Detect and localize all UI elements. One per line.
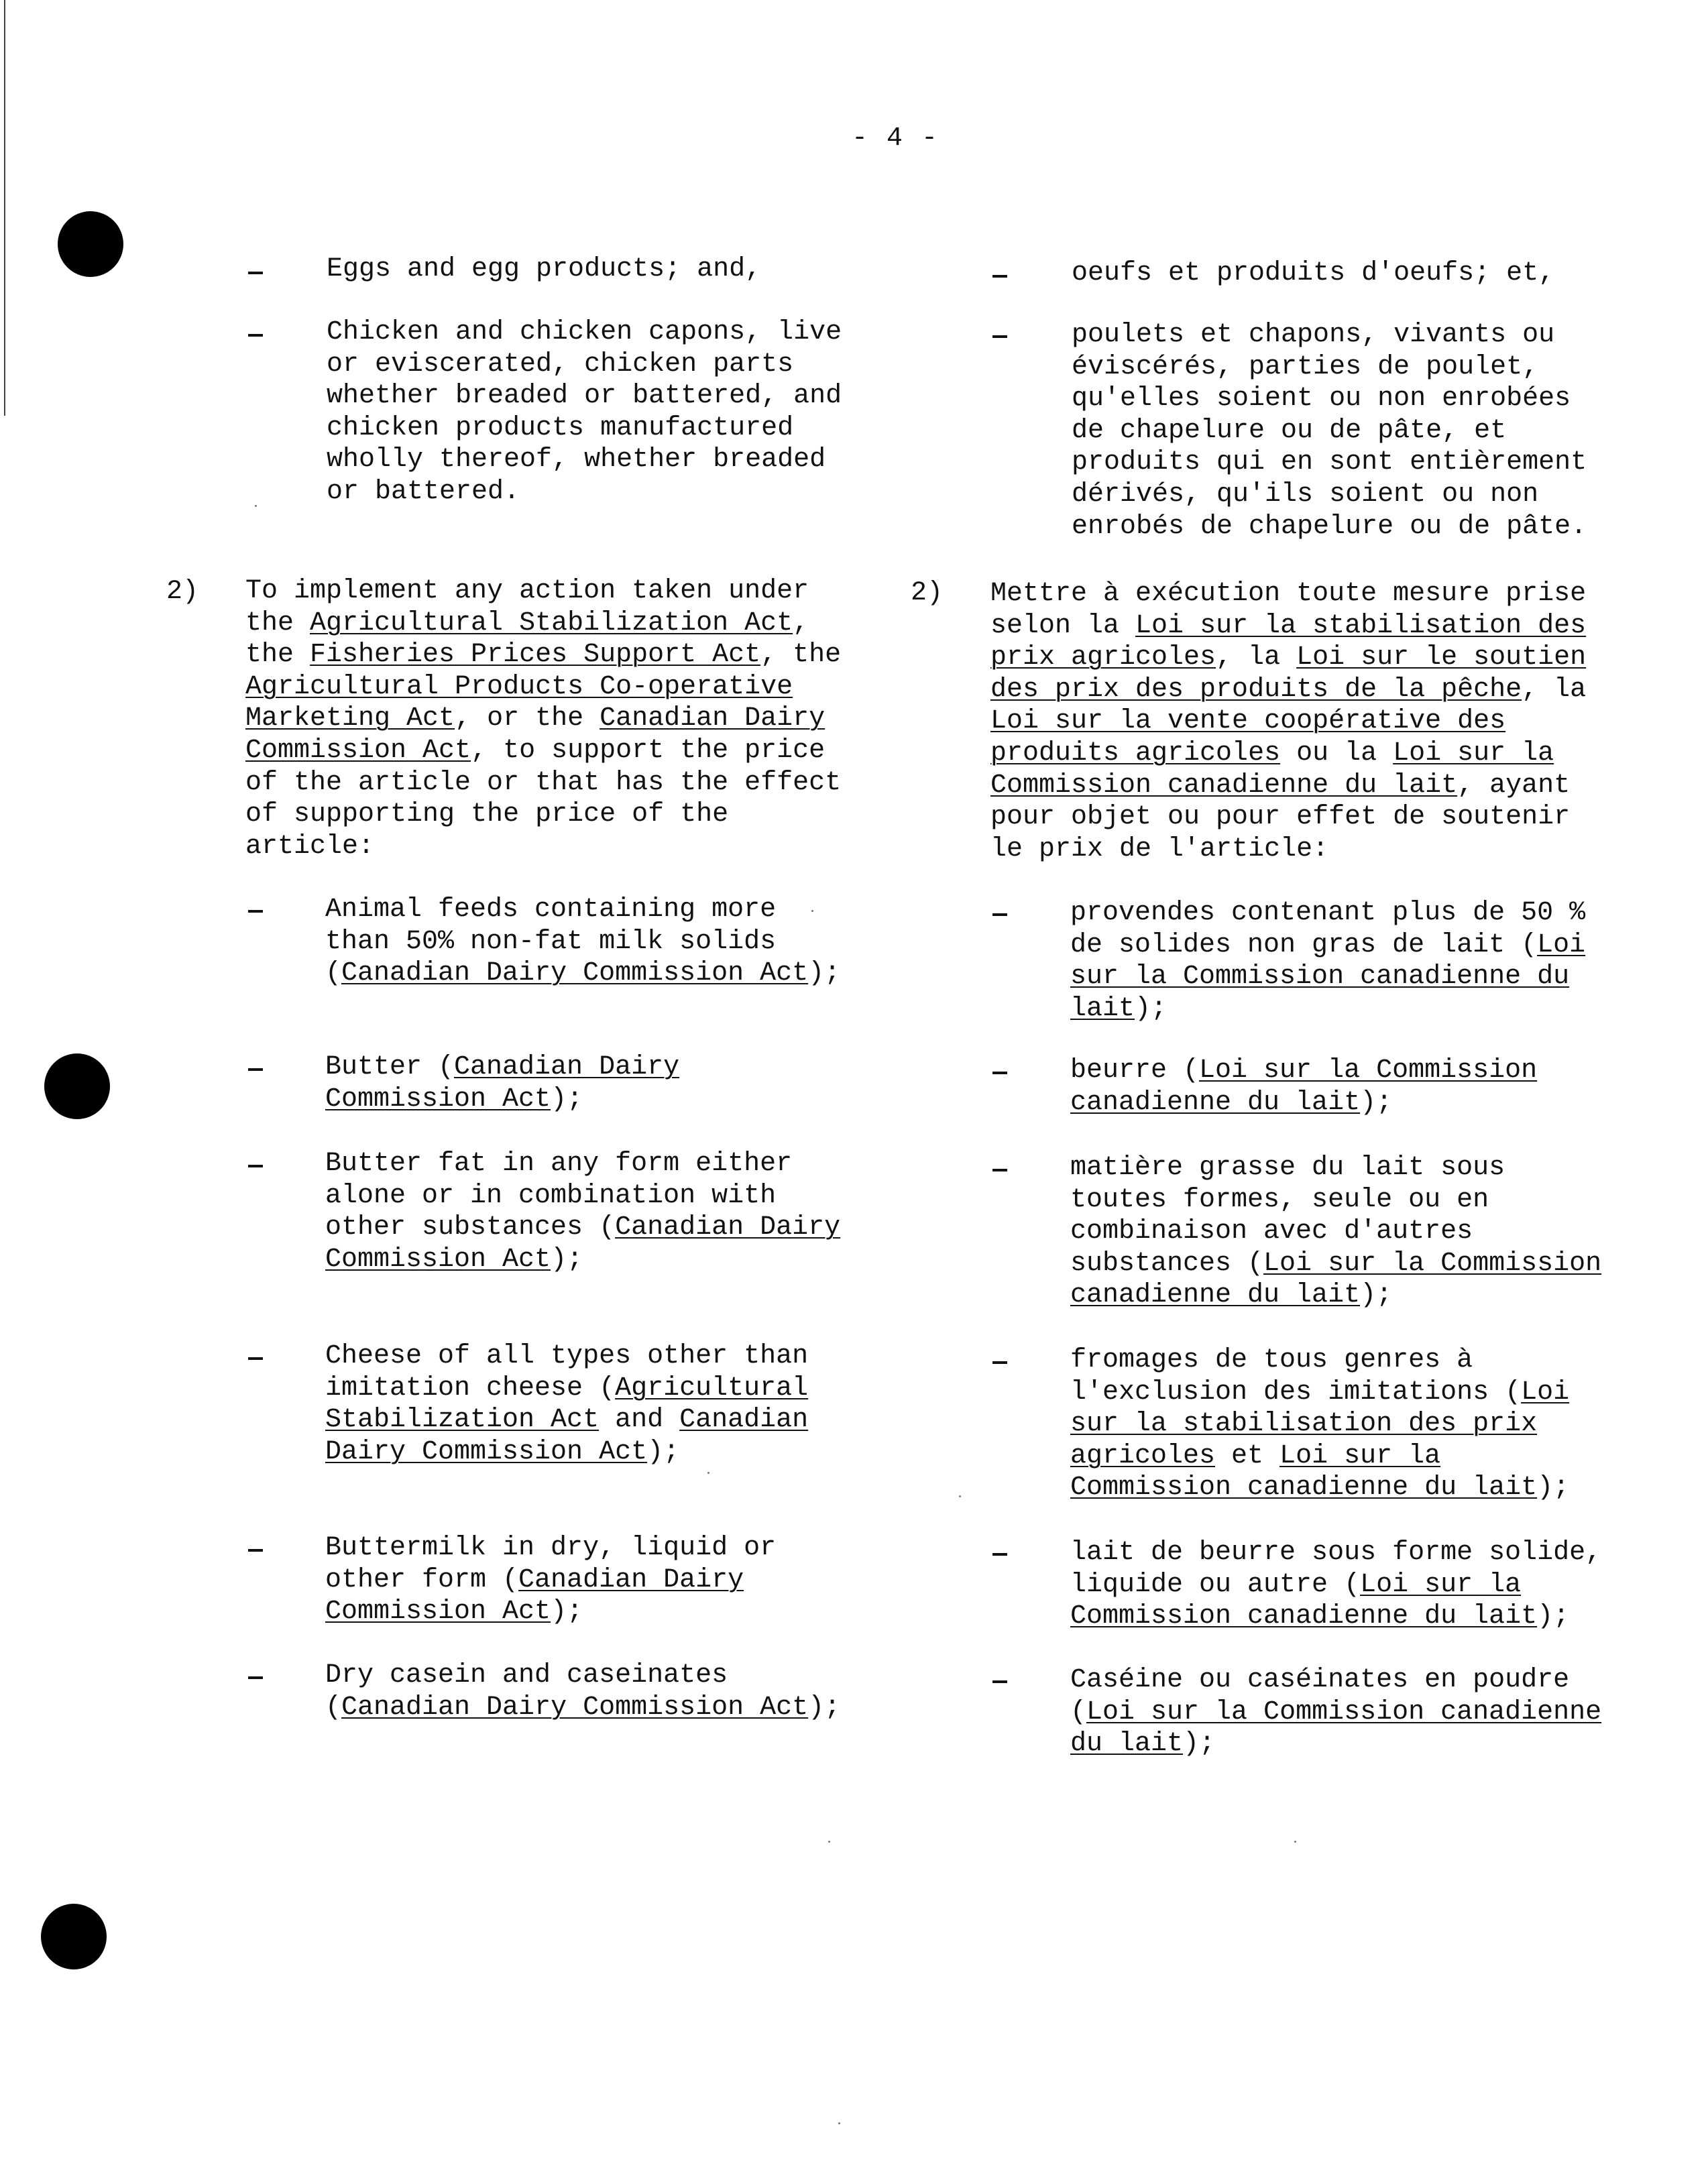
text-segment: or battered. [327, 476, 520, 507]
list-dash [248, 1676, 263, 1679]
text-line [1072, 351, 1587, 384]
text-line [325, 1404, 808, 1436]
text-segment: de solides non gras de lait ( [1070, 929, 1538, 960]
text-segment: ou la [1280, 738, 1393, 768]
act-title: Loi sur la Commission [1199, 1055, 1538, 1086]
text-segment: Mettre à exécution toute mesure prise [990, 579, 1587, 609]
text-segment: , la [1216, 642, 1297, 673]
text-line [1070, 897, 1585, 929]
text-line [245, 767, 841, 799]
text-segment: enrobés de chapelure ou de pâte. [1072, 511, 1587, 542]
text-line [990, 578, 1586, 610]
text-segment: the [245, 640, 310, 671]
text-segment: selon la [990, 610, 1136, 641]
punch-hole [44, 1053, 110, 1119]
text-line [990, 705, 1586, 738]
text-segment: ); [647, 1436, 680, 1467]
text-line [245, 639, 841, 671]
text-line [325, 1212, 840, 1244]
scan-speck [811, 910, 813, 912]
act-title: Commission canadienne du lait [990, 770, 1458, 801]
text-line [325, 958, 840, 990]
list-dash [992, 1680, 1007, 1683]
list-dash [248, 334, 263, 337]
list-dash [248, 1068, 263, 1071]
text-line [1072, 447, 1587, 479]
text-line [990, 610, 1586, 642]
text-segment: alone or in combination with [325, 1180, 777, 1211]
list-item-text [327, 317, 842, 508]
text-line [327, 253, 761, 286]
act-title: Loi [1537, 929, 1586, 960]
text-line [1070, 1569, 1601, 1601]
text-segment: ( [325, 958, 342, 989]
scan-speck [959, 1495, 961, 1497]
text-line [1070, 1184, 1601, 1216]
act-title: Agricultural [615, 1373, 809, 1403]
text-segment: other form ( [325, 1564, 519, 1595]
text-line [1070, 929, 1585, 962]
text-segment: lait de beurre sous forme solide, [1070, 1538, 1602, 1568]
list-dash [248, 910, 263, 913]
text-segment: ); [1360, 1087, 1393, 1118]
text-line [325, 894, 840, 926]
text-line [1070, 1344, 1569, 1377]
text-segment: and [599, 1405, 680, 1436]
act-title: sur la Commission canadienne du [1070, 962, 1570, 992]
text-line [245, 831, 841, 863]
text-line [1072, 479, 1587, 511]
list-item-text [1070, 1664, 1601, 1760]
punch-hole [58, 211, 123, 277]
list-dash [248, 1357, 263, 1360]
text-segment: , to support the price [471, 735, 825, 766]
text-line [325, 1692, 840, 1724]
act-title: Agricultural Stabilization Act [310, 608, 793, 638]
text-segment: provendes contenant plus de 50 % [1070, 898, 1586, 928]
section-text [245, 575, 841, 862]
act-title: Canadian Dairy [615, 1212, 841, 1243]
text-segment: fromages de tous genres à [1070, 1345, 1473, 1375]
text-segment: Butter ( [325, 1052, 455, 1082]
act-title: Marketing Act [245, 703, 455, 734]
text-line [1072, 257, 1554, 290]
text-line [325, 1084, 679, 1116]
act-title: prix agricoles [990, 642, 1216, 673]
list-item-text [1070, 1055, 1537, 1118]
list-dash [992, 1072, 1007, 1074]
text-segment: ); [1183, 1729, 1216, 1760]
text-segment: oeufs et produits d'oeufs; et, [1072, 258, 1555, 288]
text-segment: ); [551, 1084, 583, 1114]
scan-speck [707, 1472, 709, 1474]
scan-speck [838, 2122, 840, 2124]
text-line [1070, 1087, 1537, 1119]
text-segment: whether breaded or battered, and [327, 381, 842, 412]
act-title: Loi sur la [1279, 1440, 1441, 1471]
text-line [245, 735, 841, 767]
scan-speck [828, 1841, 830, 1843]
act-title: Canadian Dairy [518, 1564, 744, 1595]
text-segment: Cheese of all types other than [325, 1341, 809, 1371]
act-title: Commission Act [325, 1084, 551, 1114]
act-title: Commission Act [325, 1597, 551, 1627]
text-line [327, 476, 842, 508]
act-title: produits agricoles [990, 738, 1281, 768]
text-segment: Caséine ou caséinates en poudre [1070, 1665, 1570, 1695]
act-title: agricoles [1070, 1440, 1216, 1471]
text-line [327, 412, 842, 445]
act-title: Loi sur la Commission canadienne [1086, 1697, 1602, 1727]
text-segment: pour objet ou pour effet de soutenir [990, 802, 1571, 833]
text-segment: or eviscerated, chicken parts [327, 349, 794, 380]
text-segment: l'exclusion des imitations ( [1070, 1377, 1522, 1408]
text-line [325, 1244, 840, 1276]
list-dash [992, 913, 1007, 916]
act-title: Commission canadienne du lait [1070, 1601, 1538, 1632]
text-segment: ); [1537, 1601, 1570, 1632]
scan-speck [1294, 1841, 1296, 1843]
text-line [1070, 1279, 1601, 1312]
text-line [325, 926, 840, 958]
text-line [1070, 1055, 1537, 1087]
act-title: Loi sur la vente coopérative des [990, 706, 1506, 737]
act-title: Canadian Dairy [600, 703, 825, 734]
text-line [325, 1373, 808, 1405]
text-segment: chicken products manufactured [327, 412, 794, 443]
list-item-text [325, 894, 840, 990]
text-segment: éviscérés, parties de poulet, [1072, 351, 1539, 382]
list-item-text [325, 1660, 840, 1723]
text-segment: ); [551, 1597, 583, 1627]
act-title: Canadian Dairy [454, 1052, 680, 1082]
list-item-text [325, 1340, 808, 1468]
list-dash [992, 1361, 1007, 1364]
list-item-text [1070, 897, 1585, 1025]
text-line [327, 380, 842, 412]
text-segment: Animal feeds containing more [325, 895, 777, 925]
list-dash [992, 1169, 1007, 1171]
text-segment: toutes formes, seule ou en [1070, 1184, 1489, 1215]
text-line [245, 703, 841, 735]
text-segment: ); [1537, 1473, 1570, 1503]
text-line [1070, 1601, 1601, 1633]
text-segment: of supporting the price of the [245, 799, 729, 830]
text-line [245, 608, 841, 640]
act-title: Stabilization Act [325, 1405, 600, 1436]
text-segment: other substances ( [325, 1212, 616, 1243]
text-segment: substances ( [1070, 1248, 1264, 1279]
act-title: Dairy Commission Act [325, 1436, 648, 1467]
punch-hole [41, 1904, 107, 1969]
act-title: Canadian Dairy Commission Act [341, 1692, 809, 1723]
text-line [1070, 1408, 1569, 1440]
text-line [327, 317, 842, 349]
act-title: du lait [1070, 1729, 1184, 1760]
text-segment: Dry casein and caseinates [325, 1660, 728, 1690]
text-line [327, 444, 842, 476]
text-segment: than 50% non-fat milk solids [325, 926, 777, 957]
text-line [1070, 1537, 1601, 1569]
act-title: Canadian Dairy Commission Act [341, 958, 809, 989]
text-segment: ); [808, 958, 841, 989]
text-segment: , [793, 608, 809, 638]
page-number: - 4 - [852, 123, 940, 154]
list-item-text [327, 253, 761, 286]
text-line [1070, 1472, 1569, 1504]
text-line [1072, 511, 1587, 543]
text-line [1072, 319, 1587, 351]
list-dash [248, 272, 263, 274]
text-segment: imitation cheese ( [325, 1373, 616, 1403]
list-item-text [1072, 257, 1554, 290]
text-segment: , or the [455, 703, 600, 734]
text-line [245, 575, 841, 608]
text-line [990, 834, 1586, 866]
text-line [325, 1596, 776, 1628]
act-title: Loi sur la [1360, 1569, 1522, 1600]
text-segment: article: [245, 831, 375, 862]
text-segment: of the article or that has the effect [245, 767, 842, 798]
section-text [990, 578, 1586, 865]
list-item-text [1070, 1537, 1601, 1633]
text-line [325, 1532, 776, 1564]
list-item-text [325, 1051, 679, 1115]
text-line [990, 642, 1586, 674]
text-line [1070, 1664, 1601, 1697]
text-segment: ); [1360, 1280, 1393, 1311]
list-item-text [325, 1148, 840, 1275]
list-dash [992, 275, 1007, 278]
text-segment: Butter fat in any form either [325, 1149, 793, 1179]
section-number: 2) [166, 577, 199, 607]
text-segment: ( [325, 1692, 342, 1723]
text-line [1070, 1697, 1601, 1729]
act-title: Commission Act [325, 1244, 551, 1275]
text-segment: , la [1522, 674, 1587, 705]
text-line [1070, 1216, 1601, 1248]
act-title: Agricultural Products Co-operative [245, 671, 793, 702]
act-title: des prix des produits de la pêche [990, 674, 1522, 705]
act-title: Loi sur la Commission [1263, 1248, 1602, 1279]
act-title: Loi [1521, 1377, 1570, 1408]
text-line [1070, 961, 1585, 993]
text-line [1070, 1152, 1601, 1184]
text-line [245, 671, 841, 703]
act-title: Loi sur la stabilisation des [1135, 610, 1587, 641]
text-line [325, 1180, 840, 1212]
text-line [325, 1148, 840, 1180]
text-line [325, 1340, 808, 1373]
text-line [1070, 1728, 1601, 1760]
list-item-text [1070, 1152, 1601, 1312]
text-line [990, 738, 1586, 770]
act-title: canadienne du lait [1070, 1280, 1361, 1311]
text-segment: Chicken and chicken capons, live [327, 317, 842, 347]
text-segment: To implement any action taken under [245, 576, 809, 606]
text-segment: ( [1070, 1697, 1087, 1727]
list-item-text [1070, 1344, 1569, 1504]
list-dash [992, 1553, 1007, 1556]
list-dash [248, 1165, 263, 1167]
text-segment: qu'elles soient ou non enrobées [1072, 384, 1571, 414]
text-segment: de chapelure ou de pâte, et [1072, 415, 1507, 446]
act-title: Canadian [679, 1405, 809, 1436]
text-segment: poulets et chapons, vivants ou [1072, 320, 1555, 350]
list-item-text [1072, 319, 1587, 542]
act-title: Loi sur la [1393, 738, 1554, 768]
text-line [327, 349, 842, 381]
text-segment: ); [1135, 993, 1168, 1024]
list-item-text [325, 1532, 776, 1628]
text-segment: liquide ou autre ( [1070, 1569, 1361, 1600]
act-title: sur la stabilisation des prix [1070, 1409, 1538, 1440]
act-title: lait [1070, 993, 1135, 1024]
text-line [325, 1564, 776, 1597]
text-segment: combinaison avec d'autres [1070, 1216, 1473, 1247]
text-line [1072, 383, 1587, 415]
text-segment: et [1215, 1440, 1280, 1471]
text-segment: dérivés, qu'ils soient ou non [1072, 479, 1539, 510]
list-dash [992, 335, 1007, 338]
text-line [990, 770, 1586, 802]
text-segment: le prix de l'article: [990, 834, 1329, 864]
act-title: Loi sur le soutien [1296, 642, 1587, 673]
text-line [990, 801, 1586, 834]
text-segment: matière grasse du lait sous [1070, 1153, 1505, 1183]
text-segment: Eggs and egg products; and, [327, 254, 762, 284]
text-segment: , ayant [1457, 770, 1571, 801]
text-line [325, 1660, 840, 1692]
act-title: canadienne du lait [1070, 1087, 1361, 1118]
text-line [325, 1436, 808, 1469]
text-segment: beurre ( [1070, 1055, 1200, 1086]
list-dash [248, 1549, 263, 1552]
text-line [990, 674, 1586, 706]
text-segment: Buttermilk in dry, liquid or [325, 1533, 777, 1563]
text-line [1072, 415, 1587, 447]
text-segment: the [245, 608, 310, 638]
text-segment: wholly thereof, whether breaded [327, 445, 826, 475]
text-line [1070, 993, 1585, 1025]
text-segment: ); [551, 1244, 583, 1275]
text-line [245, 799, 841, 831]
text-segment: ); [808, 1692, 841, 1723]
scan-speck [255, 505, 257, 507]
act-title: Commission canadienne du lait [1070, 1473, 1538, 1503]
act-title: Fisheries Prices Support Act [310, 640, 761, 671]
text-line [1070, 1377, 1569, 1409]
act-title: Commission Act [245, 735, 471, 766]
text-line [1070, 1248, 1601, 1280]
text-segment: produits qui en sont entièrement [1072, 447, 1587, 478]
page-edge-line [4, 0, 5, 416]
text-line [1070, 1440, 1569, 1473]
text-segment: , the [760, 640, 842, 671]
section-number: 2) [911, 578, 944, 608]
text-line [325, 1051, 679, 1084]
